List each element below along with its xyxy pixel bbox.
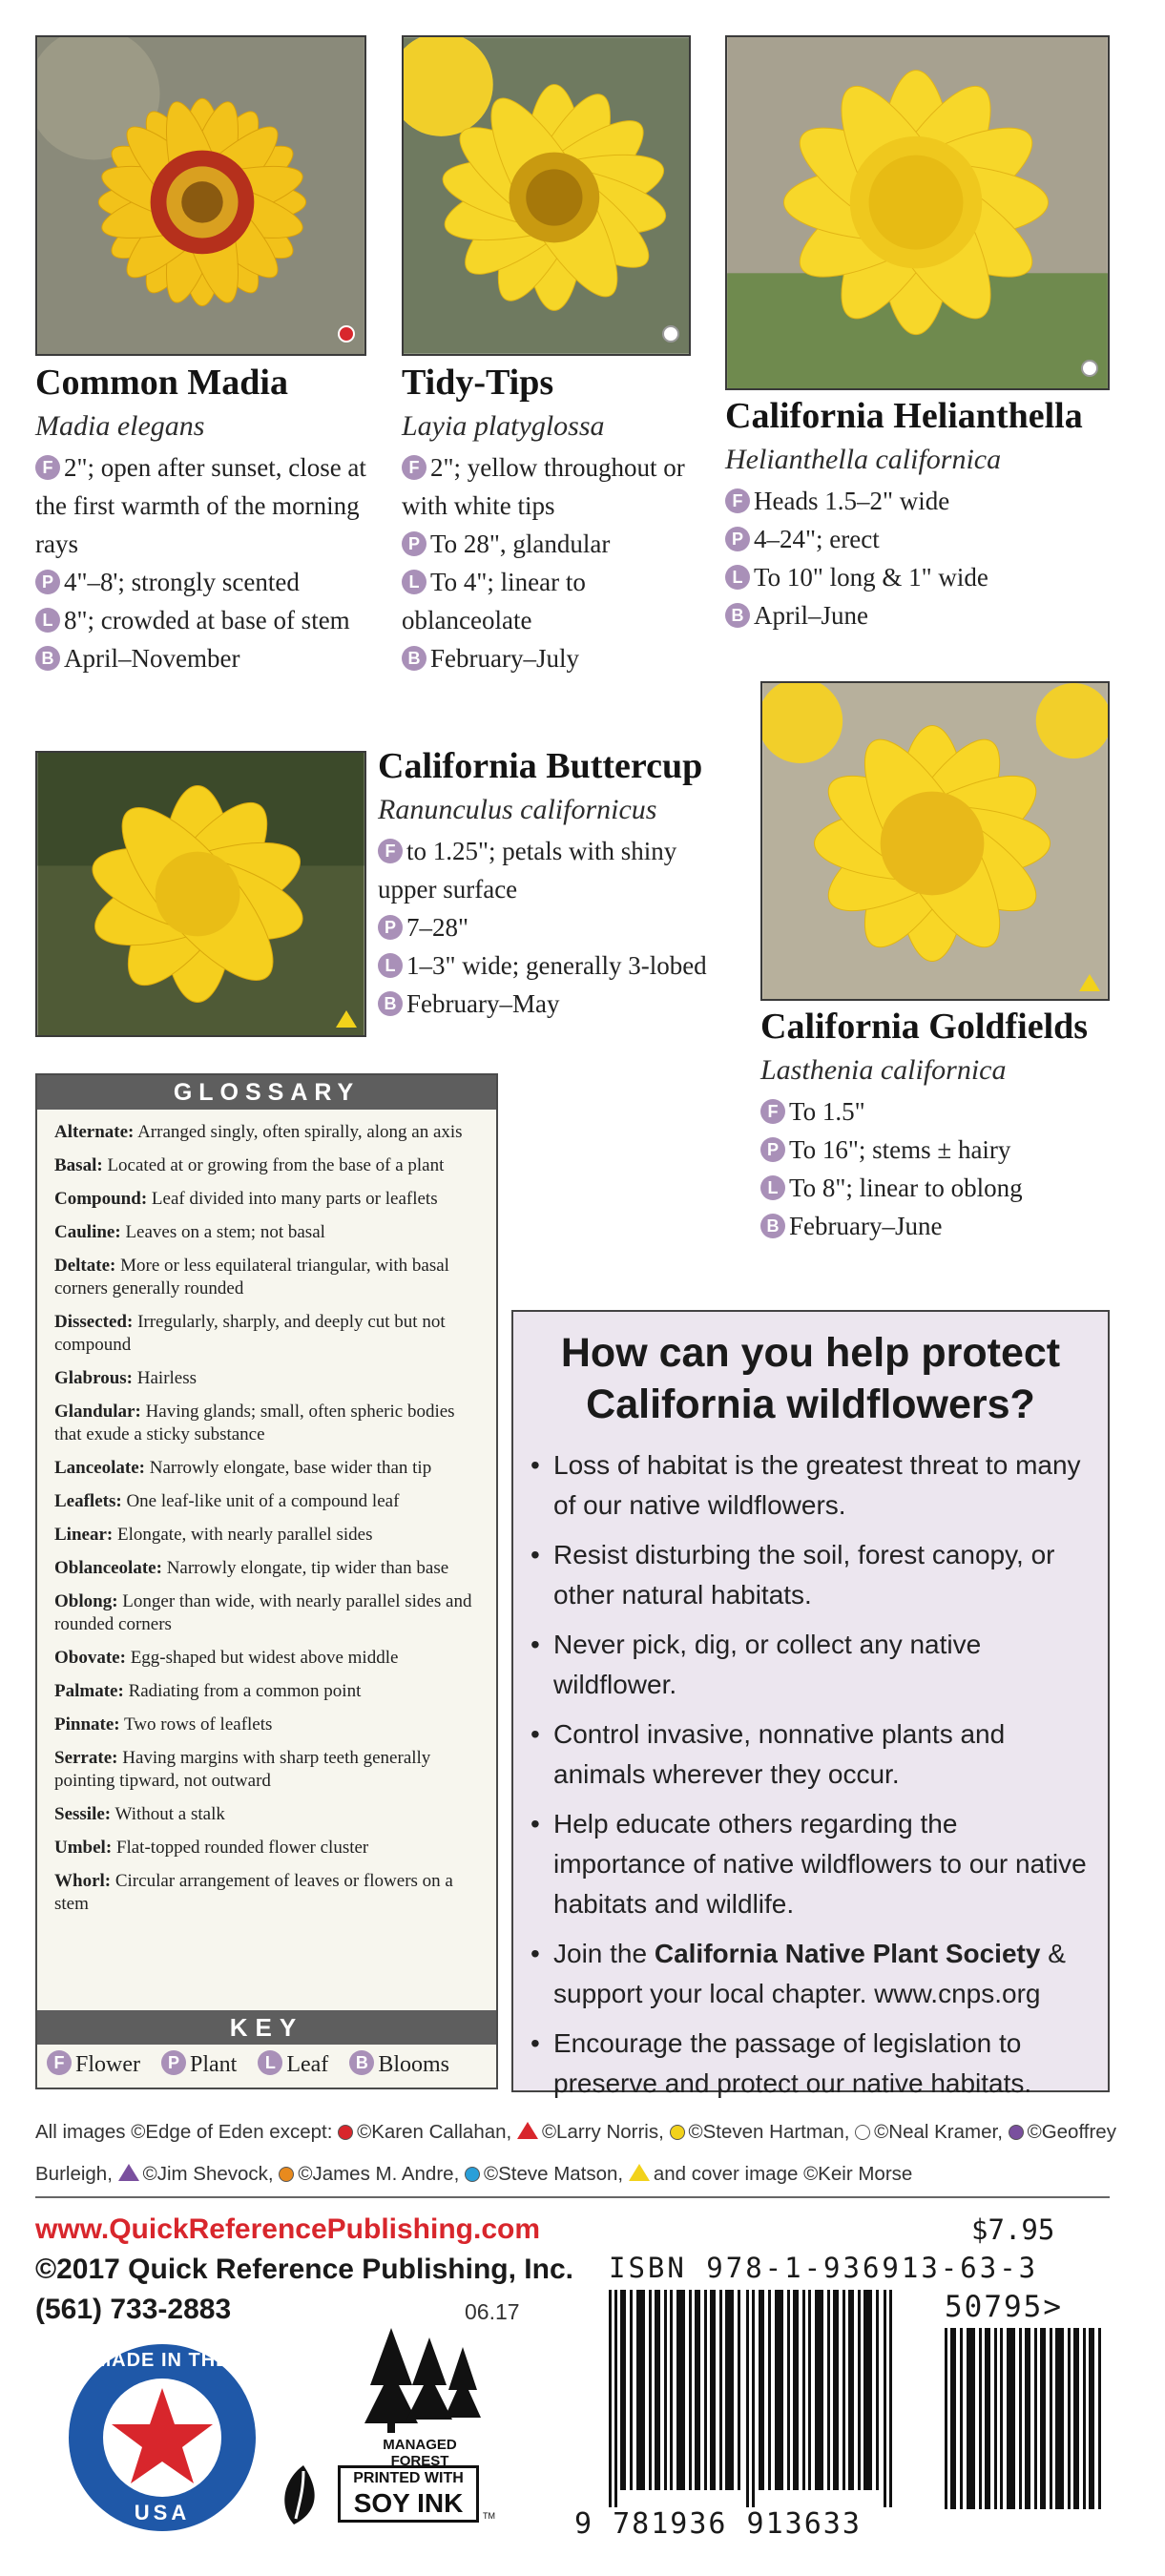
plant-scientific-name: Layia platyglossa bbox=[402, 409, 605, 442]
credit-entry: ©Geoffrey Burleigh, bbox=[35, 2121, 1116, 2185]
fact-plant: P 7–28" bbox=[378, 908, 740, 946]
blooms-badge-icon: B bbox=[378, 991, 403, 1016]
protect-bullet: • Loss of habitat is the greatest threat to many of our native wildflowers. bbox=[530, 1445, 1091, 1526]
purple-dot-icon bbox=[1009, 2125, 1024, 2140]
made-in-usa-seal bbox=[67, 2342, 258, 2533]
fact-plant: P 4"–8'; strongly scented bbox=[35, 563, 379, 601]
yellow-dot-icon bbox=[670, 2125, 685, 2140]
blooms-badge-icon: B bbox=[725, 603, 750, 628]
plant-name: California Goldfields bbox=[760, 1007, 1089, 1047]
plant-scientific-name: Madia elegans bbox=[35, 409, 205, 442]
credit-entry: ©Jim Shevock, bbox=[118, 2163, 274, 2185]
fact-blooms: B April–November bbox=[35, 639, 379, 677]
key-item-blooms: B Blooms bbox=[349, 2052, 449, 2077]
credit-triangle-yellow bbox=[1079, 974, 1100, 991]
addon-barcode-icon bbox=[945, 2328, 1107, 2509]
blue-dot-icon bbox=[465, 2167, 480, 2182]
red-dot-icon bbox=[338, 2125, 353, 2140]
protect-wildflowers-box bbox=[511, 1310, 1110, 2098]
blooms-badge-icon: B bbox=[35, 646, 60, 671]
protect-bullet: • Encourage the passage of legislation to preserve and protect our native habitats. bbox=[530, 2024, 1091, 2104]
glossary-entry: Obovate: Egg-shaped but widest above middle bbox=[54, 1648, 399, 1668]
flower-badge-icon: F bbox=[35, 455, 60, 480]
blooms-badge-icon: B bbox=[402, 646, 426, 671]
protect-bullet: • Help educate others regarding the importance of native wildflowers to our native habitats and wildlife. bbox=[530, 1804, 1091, 1924]
photo-california-goldfields bbox=[760, 681, 1110, 1001]
key-item-leaf: L Leaf bbox=[258, 2052, 328, 2077]
edition-code: 06.17 bbox=[465, 2299, 520, 2324]
soy-leaf-icon bbox=[275, 2462, 332, 2528]
plant-california-helianthella bbox=[725, 396, 1126, 634]
price-label: $7.95 bbox=[971, 2213, 1055, 2246]
protect-bullet: • Control invasive, nonnative plants and animals wherever they occur. bbox=[530, 1714, 1091, 1795]
isbn-barcode bbox=[607, 2290, 912, 2507]
leaf-badge-icon: L bbox=[725, 565, 750, 590]
glossary-entry: Cauline: Leaves on a stem; not basal bbox=[54, 1222, 325, 1242]
plant-name: Common Madia bbox=[35, 363, 288, 403]
buttercup-flower-image bbox=[37, 753, 364, 1035]
credit-entry: ©Karen Callahan, bbox=[338, 2121, 511, 2143]
glossary-entry: Basal: Located at or growing from the base of a plant bbox=[54, 1155, 445, 1175]
yellow-triangle-icon bbox=[629, 2164, 650, 2181]
managed-forest-logo bbox=[353, 2318, 487, 2469]
protect-bullet: • Never pick, dig, or collect any native wildflower. bbox=[530, 1625, 1091, 1705]
phone-number: (561) 733-2883 bbox=[35, 2294, 232, 2325]
photo-credits: All images ©Edge of Eden except: ©Karen Callahan, ©Larry Norris, ©Steven Hartman, ©Neal Kramer, ©Geoffrey Burleigh, ©Jim Shevock, ©James M. Andre, ©Steve Matson, and cover image ©Keir Morse bbox=[35, 2121, 1116, 2185]
credit-dot-red bbox=[338, 325, 355, 343]
credit-entry: ©Neal Kramer, bbox=[855, 2121, 1003, 2143]
addon-barcode bbox=[945, 2328, 1107, 2509]
glossary-entry: Lanceolate: Narrowly elongate, base wider than tip bbox=[54, 1458, 432, 1478]
glossary-entry: Whorl: Circular arrangement of leaves or flowers on a stem bbox=[54, 1871, 453, 1914]
flower-badge-icon: F bbox=[378, 839, 403, 863]
plant-scientific-name: Helianthella californica bbox=[725, 443, 1002, 475]
fact-flower: F 2"; open after sunset, close at the first warmth of the morning rays bbox=[35, 452, 366, 558]
blooms-badge-icon: B bbox=[760, 1214, 785, 1238]
plant-badge-icon: P bbox=[161, 2050, 186, 2075]
common-madia-flower-image bbox=[37, 37, 364, 354]
plant-california-goldfields bbox=[760, 1007, 1113, 1245]
glossary-entry: Leaflets: One leaf-like unit of a compound leaf bbox=[54, 1491, 400, 1511]
fact-blooms: B February–July bbox=[402, 639, 688, 677]
credit-entry: ©James M. Andre, bbox=[279, 2163, 459, 2185]
glossary-entry: Glabrous: Hairless bbox=[54, 1368, 198, 1388]
credit-entry: ©Steven Hartman, bbox=[670, 2121, 850, 2143]
glossary-entry: Palmate: Radiating from a common point bbox=[54, 1681, 362, 1701]
fact-flower: F 2"; yellow throughout or with white tips bbox=[402, 452, 685, 520]
plant-badge-icon: P bbox=[402, 531, 426, 556]
credit-dot-white bbox=[1081, 360, 1098, 377]
photo-california-buttercup bbox=[35, 751, 366, 1037]
fact-blooms: B April–June bbox=[725, 596, 1126, 634]
red-triangle-icon bbox=[517, 2122, 538, 2139]
fact-blooms: B February–June bbox=[760, 1207, 1113, 1245]
plant-name: California Helianthella bbox=[725, 396, 1083, 436]
glossary-entry: Sessile: Without a stalk bbox=[54, 1804, 225, 1824]
barcode-digits: 9 781936 913633 bbox=[574, 2507, 862, 2541]
fact-leaf: L To 8"; linear to oblong bbox=[760, 1169, 1113, 1207]
blooms-badge-icon: B bbox=[349, 2050, 374, 2075]
helianthella-flower-image bbox=[727, 37, 1108, 388]
plant-name: California Buttercup bbox=[378, 746, 703, 786]
key-item-flower: F Flower bbox=[47, 2052, 140, 2077]
fact-plant: P 4–24"; erect bbox=[725, 520, 1126, 558]
credit-dot-white bbox=[662, 325, 679, 343]
tidy-tips-flower-image bbox=[404, 37, 689, 354]
fact-flower: F Heads 1.5–2" wide bbox=[725, 482, 1126, 520]
fact-leaf: L 8"; crowded at base of stem bbox=[35, 601, 379, 639]
flower-badge-icon: F bbox=[47, 2050, 72, 2075]
isbn-label: ISBN 978-1-936913-63-3 bbox=[609, 2252, 1039, 2284]
glossary-entry: Dissected: Irregularly, sharply, and deeply cut but not compound bbox=[54, 1312, 446, 1355]
plant-common-madia bbox=[35, 363, 379, 677]
protect-list bbox=[530, 1445, 1091, 2104]
leaf-badge-icon: L bbox=[378, 953, 403, 978]
photo-common-madia bbox=[35, 35, 366, 356]
glossary-entry: Pinnate: Two rows of leaflets bbox=[54, 1714, 273, 1735]
plant-badge-icon: P bbox=[760, 1137, 785, 1162]
divider bbox=[35, 2196, 1110, 2198]
leaf-badge-icon: L bbox=[760, 1175, 785, 1200]
glossary-entry: Compound: Leaf divided into many parts or leaflets bbox=[54, 1189, 438, 1209]
protect-title: How can you help protect California wildflowers? bbox=[560, 1330, 1061, 1427]
credit-entry: ©Steve Matson, bbox=[465, 2163, 623, 2185]
fact-flower: F to 1.25"; petals with shiny upper surface bbox=[378, 836, 677, 904]
glossary-title: GLOSSARY bbox=[37, 1075, 496, 1110]
goldfields-flower-image bbox=[762, 683, 1108, 999]
managed-forest-label: MANAGED FOREST bbox=[383, 2437, 457, 2469]
glossary-list bbox=[37, 1110, 496, 1916]
key-item-plant: P Plant bbox=[161, 2052, 237, 2077]
leaf-badge-icon: L bbox=[35, 608, 60, 633]
made-in-usa-bottom-text: USA bbox=[134, 2501, 191, 2524]
leaf-badge-icon: L bbox=[402, 570, 426, 594]
glossary-entry: Oblong: Longer than wide, with nearly parallel sides and rounded corners bbox=[54, 1591, 472, 1634]
price-addon-code: 50795> bbox=[945, 2290, 1063, 2324]
flower-badge-icon: F bbox=[760, 1099, 785, 1124]
glossary-entry: Linear: Elongate, with nearly parallel sides bbox=[54, 1525, 373, 1545]
leaf-badge-icon: L bbox=[258, 2050, 282, 2075]
protect-bullet: • Resist disturbing the soil, forest canopy, or other natural habitats. bbox=[530, 1535, 1091, 1615]
credit-entry: ©Larry Norris, bbox=[517, 2121, 664, 2143]
glossary-entry: Glandular: Having glands; small, often spheric bodies that exude a sticky substance bbox=[54, 1402, 455, 1444]
trees-icon bbox=[353, 2318, 487, 2433]
plant-scientific-name: Ranunculus californicus bbox=[378, 793, 657, 825]
glossary-entry: Alternate: Arranged singly, often spirally, along an axis bbox=[54, 1122, 463, 1142]
white-dot-icon bbox=[855, 2125, 870, 2140]
fact-leaf: L 1–3" wide; generally 3-lobed bbox=[378, 946, 740, 985]
trademark-symbol: TM bbox=[483, 2511, 495, 2521]
fact-blooms: B February–May bbox=[378, 985, 740, 1023]
plant-tidy-tips bbox=[402, 363, 688, 677]
publisher-url[interactable]: www.QuickReferencePublishing.com bbox=[35, 2213, 541, 2245]
made-in-usa-top-text: MADE IN THE bbox=[94, 2350, 230, 2371]
key-legend bbox=[47, 2050, 465, 2078]
glossary-box bbox=[35, 1073, 498, 2089]
glossary-entry: Oblanceolate: Narrowly elongate, tip wider than base bbox=[54, 1558, 449, 1578]
plant-california-buttercup bbox=[378, 746, 740, 1023]
barcode-icon bbox=[607, 2290, 912, 2507]
purple-triangle-icon bbox=[118, 2164, 139, 2181]
key-title: KEY bbox=[37, 2010, 496, 2045]
fact-leaf: L To 10" long & 1" wide bbox=[725, 558, 1126, 596]
photo-california-helianthella bbox=[725, 35, 1110, 390]
protect-bullet-cnps: • Join the California Native Plant Society & support your local chapter. www.cnps.org bbox=[530, 1934, 1091, 2014]
fact-plant: P To 28", glandular bbox=[402, 525, 688, 563]
credit-triangle-yellow bbox=[336, 1010, 357, 1028]
glossary-entry: Umbel: Flat-topped rounded flower cluster bbox=[54, 1838, 369, 1858]
plant-scientific-name: Lasthenia californica bbox=[760, 1053, 1007, 1086]
glossary-entry: Deltate: More or less equilateral triangular, with basal corners generally rounded bbox=[54, 1256, 449, 1298]
plant-badge-icon: P bbox=[725, 527, 750, 551]
fact-flower: F To 1.5" bbox=[760, 1092, 1113, 1131]
flower-badge-icon: F bbox=[402, 455, 426, 480]
flower-badge-icon: F bbox=[725, 488, 750, 513]
plant-name: Tidy-Tips bbox=[402, 363, 554, 403]
plant-badge-icon: P bbox=[35, 570, 60, 594]
glossary-entry: Serrate: Having margins with sharp teeth generally pointing tipward, not outward bbox=[54, 1748, 431, 1791]
credit-entry: and cover image ©Keir Morse bbox=[629, 2163, 912, 2185]
photo-tidy-tips bbox=[402, 35, 691, 356]
plant-badge-icon: P bbox=[378, 915, 403, 940]
fact-leaf: L To 4"; linear to oblanceolate bbox=[402, 567, 586, 634]
copyright-line: ©2017 Quick Reference Publishing, Inc. bbox=[35, 2254, 573, 2285]
soy-ink-badge: PRINTED WITH SOY INK bbox=[338, 2465, 479, 2523]
orange-dot-icon bbox=[279, 2167, 294, 2182]
fact-plant: P To 16"; stems ± hairy bbox=[760, 1131, 1113, 1169]
soy-ink-logo bbox=[275, 2462, 504, 2528]
